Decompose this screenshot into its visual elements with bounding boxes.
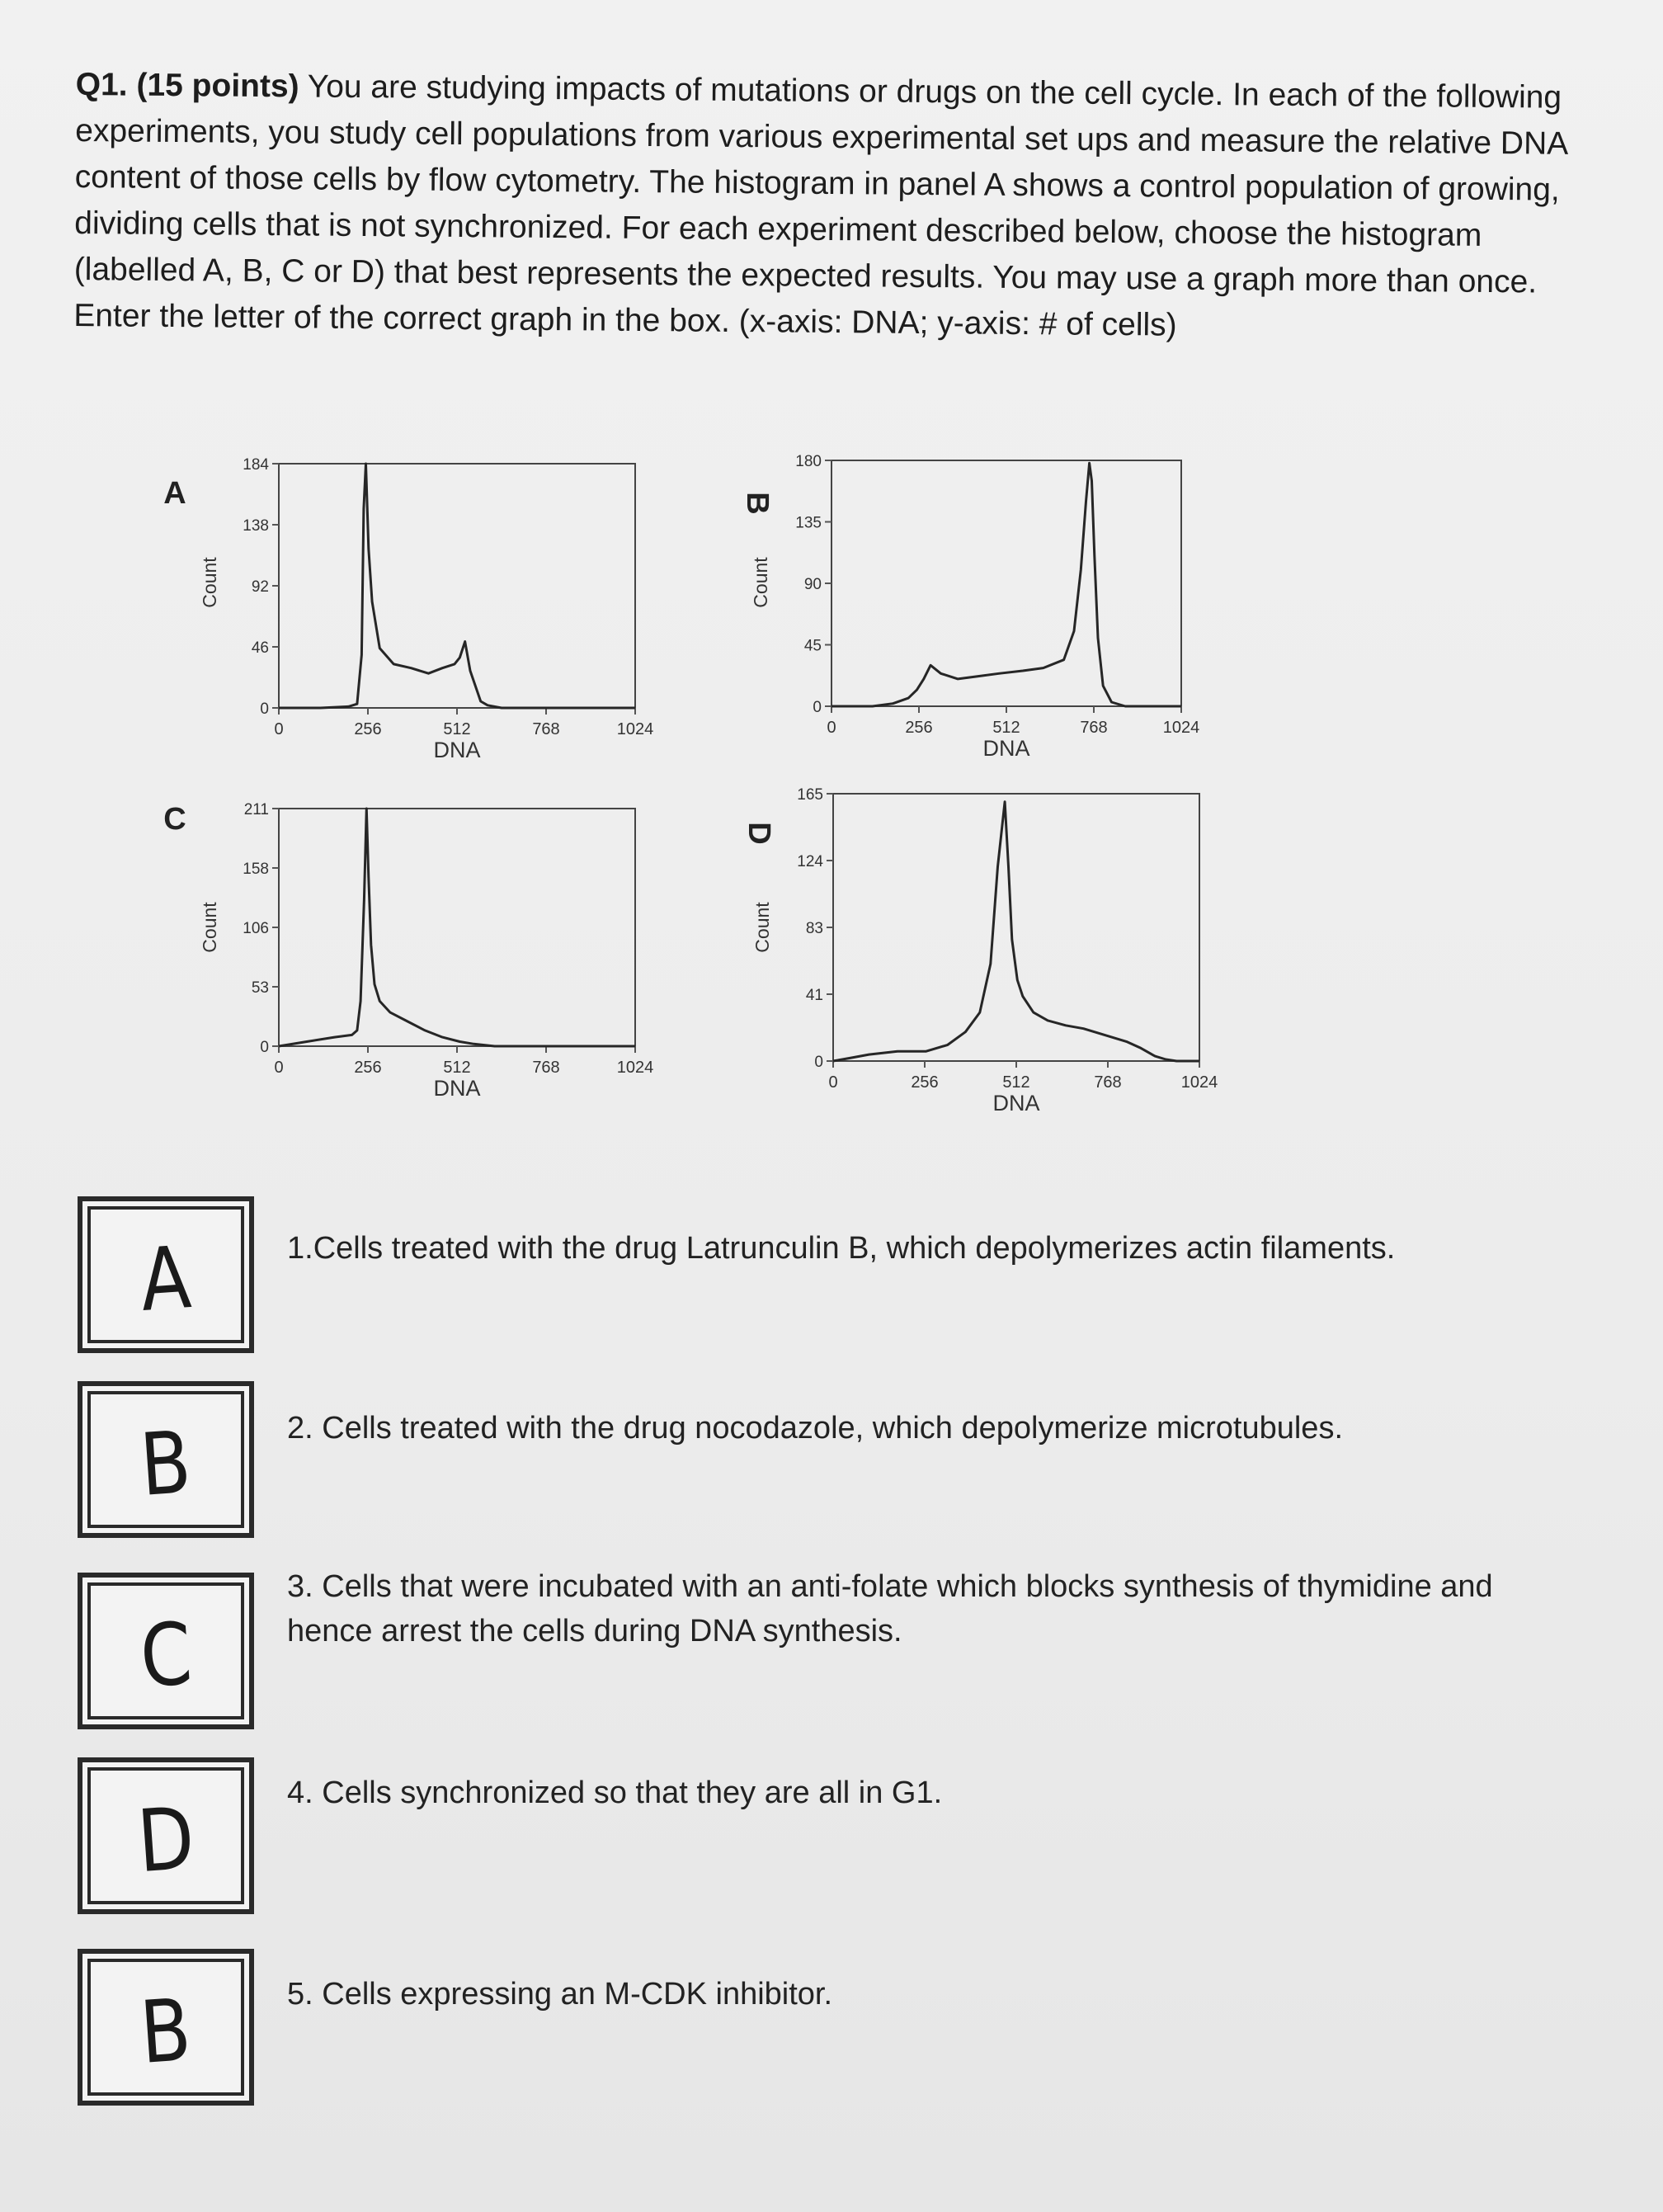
panel-a-xtick-label: 512: [443, 720, 471, 738]
panel-a-ytick-label: 138: [243, 517, 269, 535]
panel-c-x-axis-title: DNA: [433, 1076, 481, 1101]
panel-c-label: C: [163, 802, 186, 837]
panel-b-xtick-label: 0: [827, 719, 836, 737]
item-3-number: 3.: [287, 1569, 323, 1604]
item-2-text: Cells treated with the drug nocodazole, which depolymerize microtubules.: [322, 1411, 1343, 1446]
panel-a-plot-frame: [279, 464, 635, 708]
panel-b-ytick-label: 90: [803, 576, 822, 593]
panel-c-ytick-label: 106: [243, 920, 269, 937]
panel-a-ytick-label: 46: [251, 639, 269, 657]
panel-d-xtick-label: 768: [1094, 1073, 1122, 1092]
panel-b-xtick-label: 1024: [1162, 719, 1200, 737]
panel-a-xtick-label: 256: [354, 720, 382, 738]
panel-c-xtick-label: 1024: [616, 1059, 654, 1077]
panel-a-xtick-label: 1024: [616, 720, 654, 738]
answer-box-1[interactable]: [78, 1196, 254, 1353]
panel-c-xtick-label: 0: [274, 1059, 284, 1077]
panel-a-y-axis-title: Count: [199, 557, 220, 608]
experiment-item-4: [287, 1771, 1574, 1815]
panel-d-xtick-label: 1024: [1180, 1073, 1218, 1092]
panel-b-ytick-label: 180: [795, 453, 822, 470]
panel-a-ytick-label: 0: [260, 700, 269, 718]
panel-c-ytick-label: 211: [243, 801, 269, 818]
panel-a-x-axis-title: DNA: [433, 738, 481, 762]
question-body: You are studying impacts of mutations or drugs on the cell cycle. In each of the following experiments, you study cell populations from various experimental set ups and measure the relative DNA content of those cells by flow cytometry. The histogram in panel A shows a control population of growing, dividing cells that is not synchronized. For each experiment described below, choose the histogram (labelled A, B, C or D) that best represents the expected results. You may use a graph more than once. Enter the letter of the correct graph in the box. (x-axis: DNA; y-axis: # of cells): [73, 68, 1567, 343]
panel-b-xtick-label: 512: [992, 719, 1020, 737]
panel-b-plot-frame: [832, 460, 1181, 706]
panel-c-xtick-label: 512: [443, 1059, 471, 1077]
panel-b-ytick-label: 45: [803, 637, 822, 655]
panel-c-xtick-label: 256: [354, 1059, 382, 1077]
answer-2-letter: B: [137, 1412, 195, 1516]
panel-d-ytick-label: 83: [805, 920, 823, 937]
item-1-text: Cells treated with the drug Latrunculin B, which depolymerizes actin filaments.: [313, 1231, 1396, 1266]
panel-b-label: B: [740, 492, 775, 515]
panel-d-ytick-label: 41: [805, 987, 823, 1004]
panel-d-ytick-label: 165: [797, 786, 823, 804]
panel-d-xtick-label: 512: [1002, 1073, 1030, 1092]
panel-a-ytick-label: 92: [251, 578, 269, 596]
panel-a-label: A: [163, 476, 186, 511]
answer-box-4[interactable]: [78, 1757, 254, 1914]
panel-d-label: D: [742, 822, 776, 845]
item-3-text: Cells that were incubated with an anti-folate which blocks synthesis of thymidine and hence arrest the cells during DNA synthesis.: [287, 1569, 1493, 1648]
panel-c-y-axis-title: Count: [199, 902, 220, 953]
panel-b-x-axis-title: DNA: [982, 736, 1030, 761]
panel-b-ytick-label: 135: [795, 514, 822, 532]
panel-b-xtick-label: 768: [1080, 719, 1108, 737]
panel-d-ytick-label: 124: [797, 853, 823, 870]
answer-4-letter: D: [134, 1787, 198, 1893]
experiment-item-2: [287, 1406, 1574, 1450]
experiment-item-5: [287, 1972, 1574, 2016]
panel-b-ytick-label: 0: [813, 699, 822, 716]
panel-a-ytick-label: 184: [243, 456, 269, 474]
panel-d-xtick-label: 0: [828, 1073, 838, 1092]
panel-a-histogram-curve: [279, 464, 635, 708]
answer-5-letter: B: [137, 1979, 195, 2083]
panel-c-plot-frame: [279, 809, 635, 1046]
answer-box-3[interactable]: [78, 1573, 254, 1729]
item-1-number: 1.: [287, 1231, 313, 1266]
panel-c-ytick-label: 158: [243, 861, 269, 878]
panel-a-xtick-label: 0: [274, 720, 284, 738]
panel-d-plot-frame: [833, 794, 1199, 1061]
question-heading: Q1. (15 points): [75, 66, 299, 105]
question-prompt: [73, 62, 1585, 352]
item-4-number: 4.: [287, 1776, 323, 1810]
answer-box-2[interactable]: [78, 1381, 254, 1538]
item-5-number: 5.: [287, 1977, 323, 2012]
experiment-item-1: [287, 1226, 1574, 1271]
panel-d-histogram-curve: [833, 802, 1199, 1061]
panel-d-y-axis-title: Count: [751, 902, 773, 953]
answer-3-letter: C: [136, 1602, 196, 1708]
panel-b-xtick-label: 256: [905, 719, 933, 737]
item-5-text: Cells expressing an M-CDK inhibitor.: [322, 1977, 833, 2012]
answer-box-5[interactable]: [78, 1949, 254, 2106]
item-4-text: Cells synchronized so that they are all in G1.: [322, 1776, 943, 1810]
panel-c-xtick-label: 768: [532, 1059, 560, 1077]
panel-c-ytick-label: 0: [260, 1039, 269, 1056]
panel-a-xtick-label: 768: [532, 720, 560, 738]
panel-c-ytick-label: 53: [251, 979, 269, 997]
panel-d-xtick-label: 256: [911, 1073, 939, 1092]
panel-b-histogram-curve: [832, 463, 1181, 706]
answer-1-letter: A: [137, 1227, 195, 1331]
panel-b-y-axis-title: Count: [750, 557, 771, 608]
panel-d-ytick-label: 0: [814, 1054, 823, 1071]
item-2-number: 2.: [287, 1411, 323, 1446]
experiment-item-3: [287, 1564, 1574, 1653]
panel-d-x-axis-title: DNA: [992, 1091, 1040, 1115]
panel-c-histogram-curve: [279, 809, 635, 1046]
